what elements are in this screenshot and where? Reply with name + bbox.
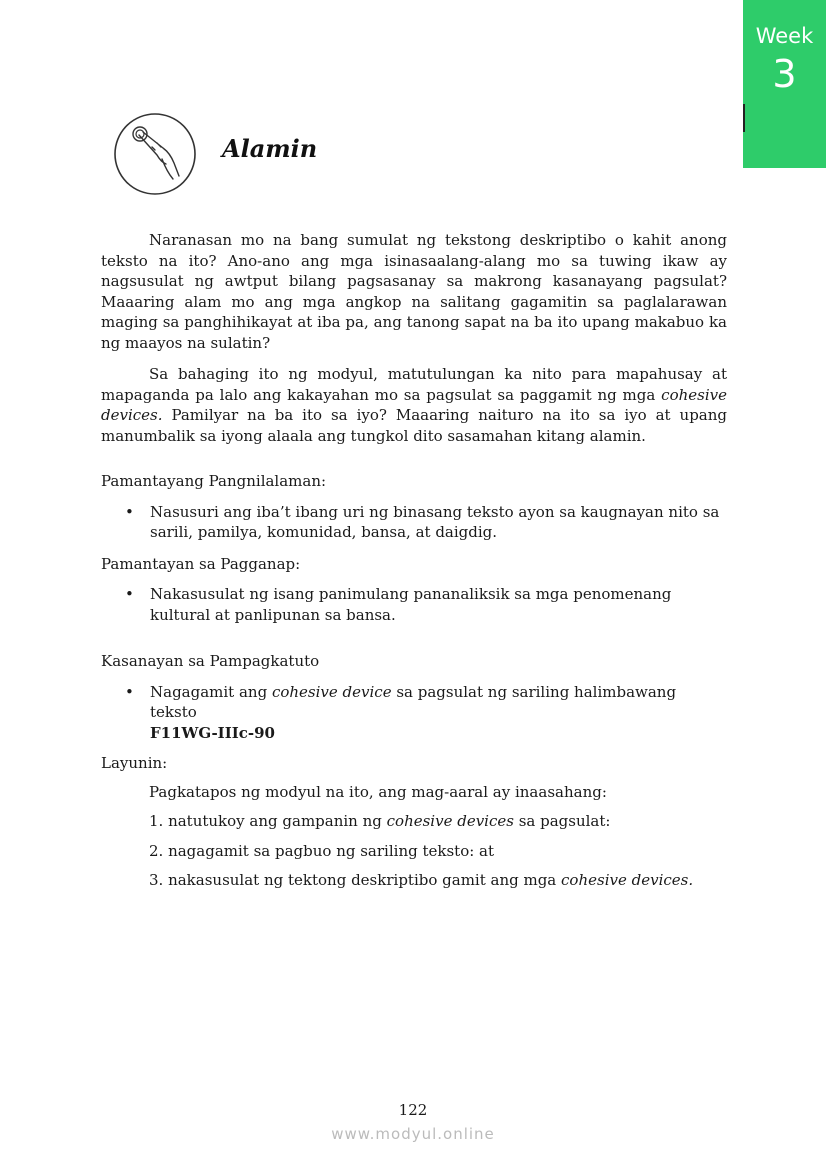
tab-edge-line bbox=[743, 104, 745, 132]
week-label: Week bbox=[755, 24, 814, 48]
section-title: Alamin bbox=[222, 134, 318, 163]
list-item: • Nagagamit ang cohesive device sa pagsulat ng sariling halimbawang teksto F11WG-IIIc-90 bbox=[150, 682, 727, 744]
objectives-label: Layunin: bbox=[101, 754, 168, 772]
list-item: • Nasusuri ang iba’t ibang uri ng binasang teksto ayon sa kaugnayan nito sa sarili, pamilya, komunidad, bansa, at daigdig. bbox=[150, 502, 727, 543]
objectives-list bbox=[101, 782, 727, 891]
content-standard-label: Pamantayang Pangnilalaman: bbox=[101, 472, 327, 490]
intro-paragraph-1: Naranasan mo na bang sumulat ng tekstong deskriptibo o kahit anong teksto na ito? Ano-ano ang mga isinasaalang-alang mo sa tuwing ikaw ay nagsusulat ng awtput bilang pagsasanay sa makrong kasanayang pagsulat? Maaaring alam mo ang mga angkop na salitang gagamitin sa paglalarawan maging sa panghihikayat at iba pa, ang tanong sapat na ba ito upang makabuo ka ng maayos na sulatin? bbox=[101, 231, 727, 352]
competency-list bbox=[101, 682, 727, 744]
objectives-intro: Pagkatapos ng modyul na ito, ang mag-aaral ay inaasahang: bbox=[149, 782, 607, 801]
objective-item-2: 2. nagagamit sa pagbuo ng sariling teksto: at bbox=[149, 841, 495, 860]
week-number: 3 bbox=[772, 52, 797, 96]
performance-standard-list bbox=[101, 584, 727, 625]
main-content bbox=[101, 230, 727, 900]
content-standard-list bbox=[101, 502, 727, 543]
page-number: 122 bbox=[398, 1101, 428, 1119]
list-item: • Nakasusulat ng isang panimulang pananaliksik sa mga penomenang kultural at panlipunan sa bansa. bbox=[150, 584, 727, 625]
objective-item-3: 3. nakasusulat ng tektong deskriptibo gamit ang mga cohesive devices. bbox=[149, 871, 694, 889]
hand-pointer-icon bbox=[113, 112, 197, 196]
week-tab bbox=[743, 0, 826, 168]
competency-code: F11WG-IIIc-90 bbox=[150, 723, 275, 742]
intro-paragraph-2: Sa bahaging ito ng modyul, matutulungan ka nito para mapahusay at mapaganda pa lalo ang kakayahan mo sa pagsulat sa paggamit ng mga cohesive devices. Pamilyar na ba ito sa iyo? Maaaring naituro na ito sa iyo at upang manumbalik sa iyong alaala ang tungkol dito sasamahan kitang alamin. bbox=[101, 365, 727, 445]
watermark: www.modyul.online bbox=[331, 1125, 495, 1143]
performance-standard-label: Pamantayan sa Pagganap: bbox=[101, 554, 301, 573]
competency-label: Kasanayan sa Pampagkatuto bbox=[101, 652, 320, 670]
objective-item-1: 1. natutukoy ang gampanin ng cohesive devices sa pagsulat: bbox=[149, 812, 611, 830]
